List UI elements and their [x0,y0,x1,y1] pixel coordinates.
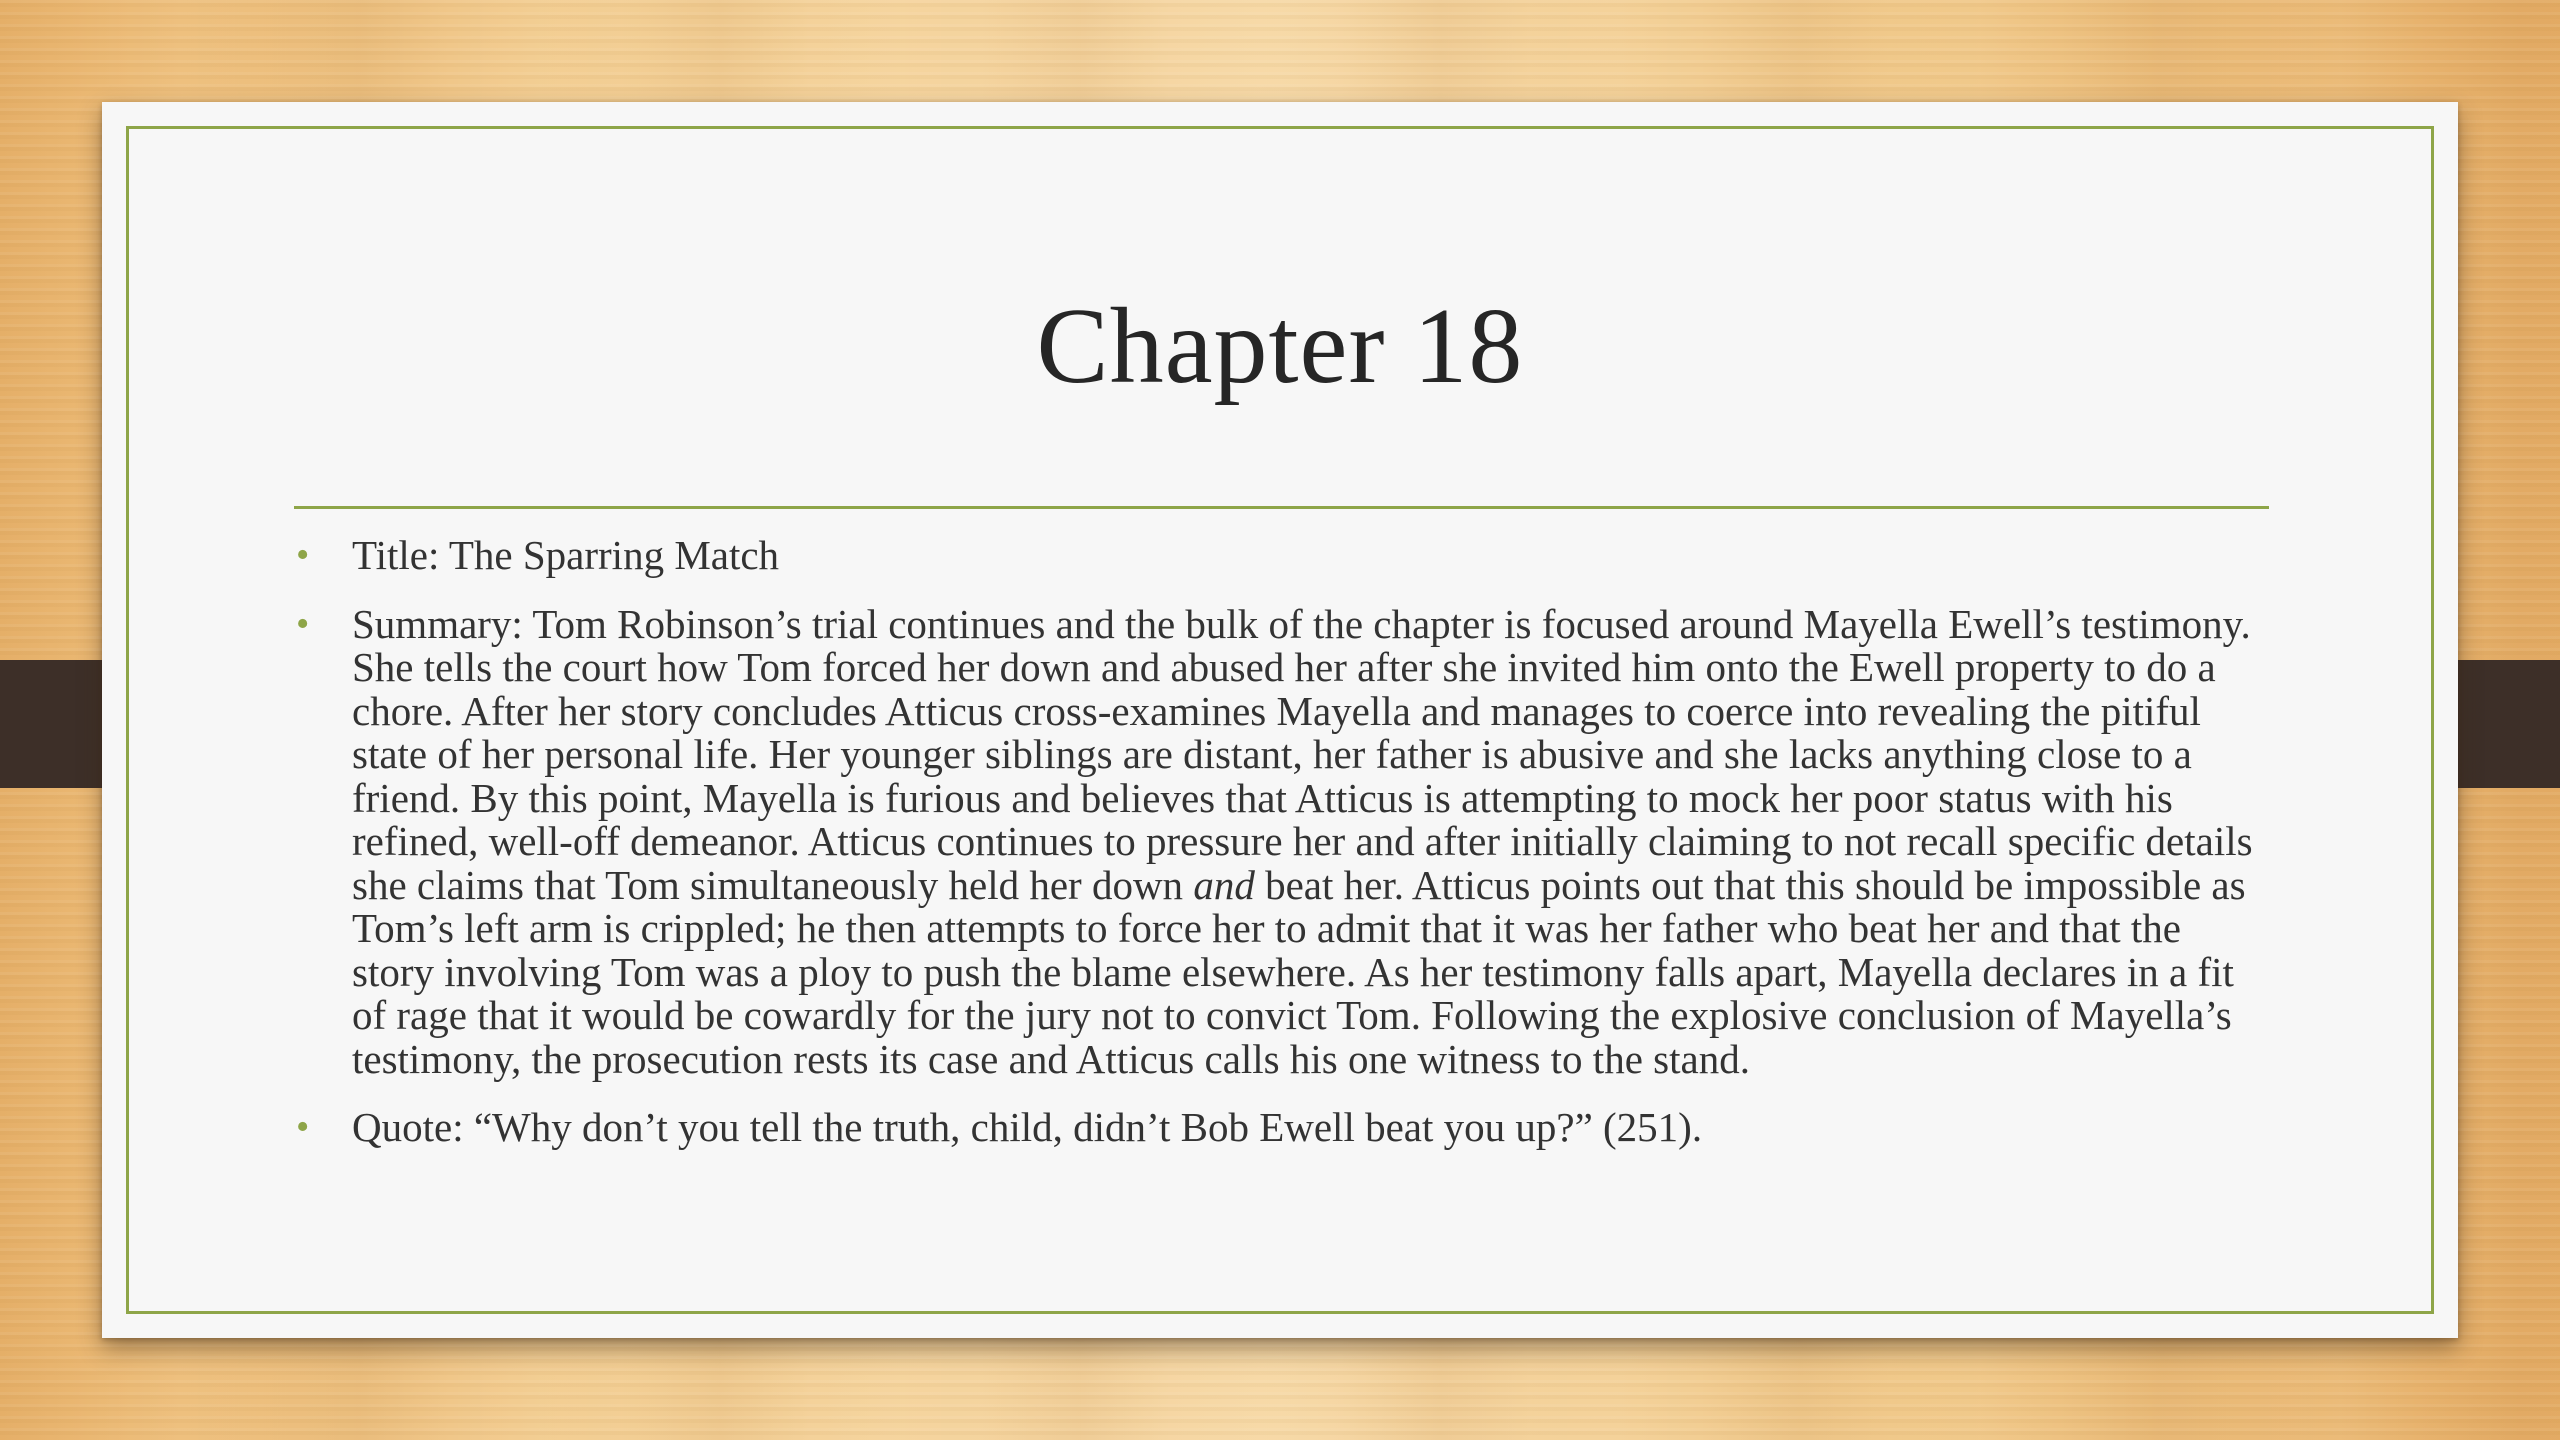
bullet-item-quote [294,1106,2269,1150]
bullet-text-quote: Quote: “Why don’t you tell the truth, child, didn’t Bob Ewell beat you up?” (251). [352,1104,1703,1150]
bullet-item-title [294,534,2269,578]
bullet-text-title: Title: The Sparring Match [352,532,780,578]
bullet-icon: • [296,602,310,645]
title-divider [294,506,2269,509]
slide-card [102,102,2458,1338]
bullet-item-summary [294,600,2269,1082]
bullet-icon: • [296,1106,310,1148]
bullet-icon: • [296,534,310,576]
bullet-list [294,534,2269,1175]
summary-text-part-2: beat her. Atticus points out that this should be impossible as Tom’s left arm is crippled; he then attempts to force her to admit that it was her father who beat her and that the story involving Tom was a ploy to push the blame elsewhere. As her testimony falls apart, Mayella declares in a fit of rage that it would be cowardly for the jury not to convict Tom. Following the explosive conclusion of Mayella’s testimony, the prosecution rests its case and Atticus calls his one witness to the stand. [352,861,2246,1082]
summary-emphasis: and [1193,861,1255,908]
bullet-text-summary [352,600,2269,1082]
slide-title: Chapter 18 [1036,287,1524,406]
summary-text-part-1: Summary: Tom Robinson’s trial continues and the bulk of the chapter is focused around Mayella Ewell’s testimony. She tells the court how Tom forced her down and abused her after she invited him onto the Ewell property to do a chore. After her story concludes Atticus cross-examines Mayella and manages to coerce into revealing the pitiful state of her personal life. Her younger siblings are distant, her father is abusive and she lacks anything close to a friend. By this point, Mayella is furious and believes that Atticus is attempting to mock her poor status with his refined, well-off demeanor. Atticus continues to pressure her and after initially claiming to not recall specific details she claims that Tom simultaneously held her down [352,600,2253,908]
